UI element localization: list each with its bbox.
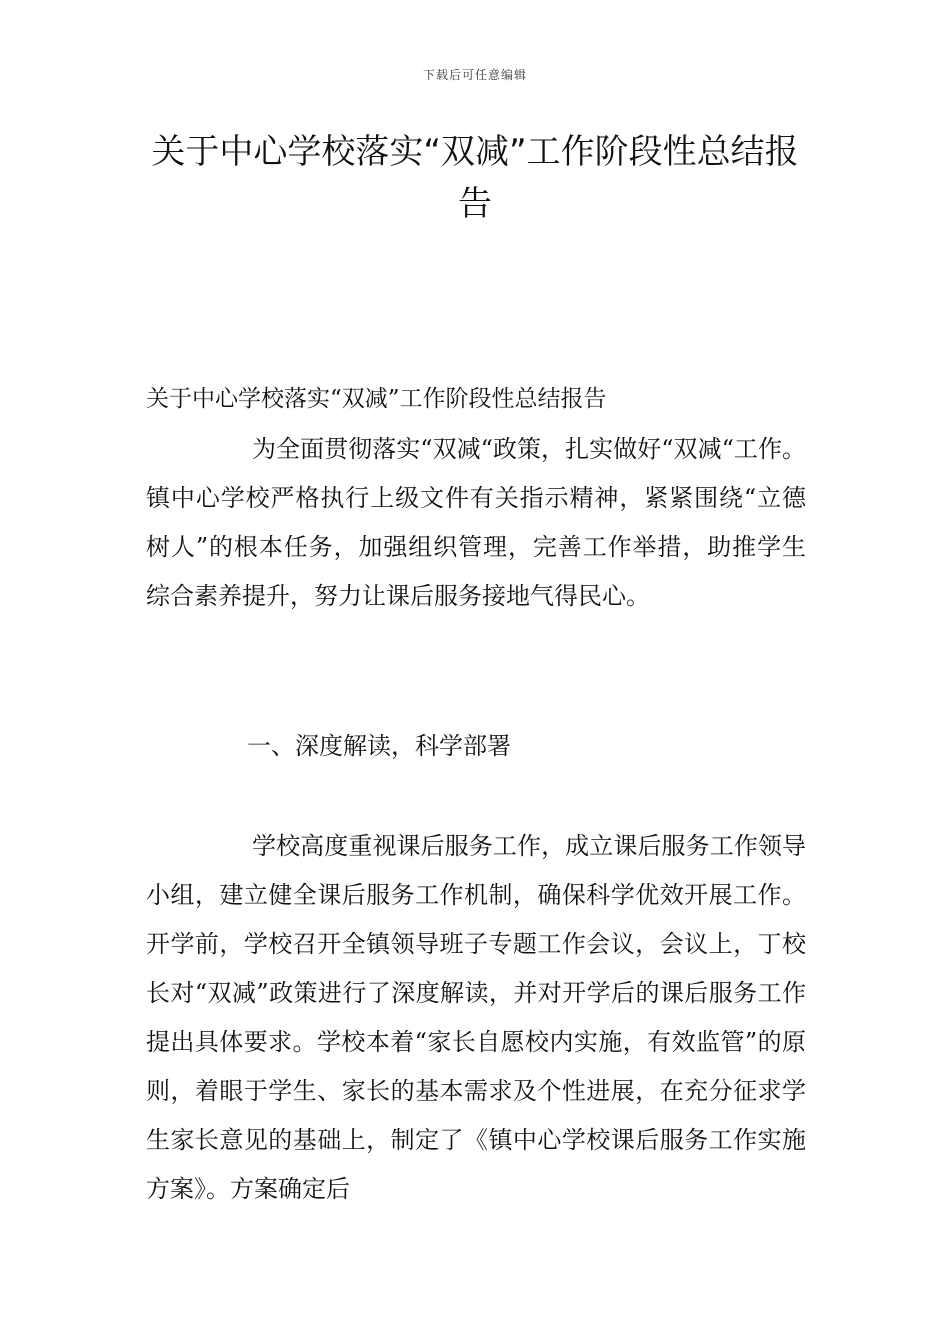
section-heading: 一、深度解读，科学部署 [247, 732, 511, 760]
section-paragraph: 学校高度重视课后服务工作，成立课后服务工作领导小组，建立健全课后服务工作机制，确保科学优效开展工作。开学前，学校召开全镇领导班子专题工作会议，会议上，丁校长对“双减”政策进行了深度解读，并对开学后的课后服务工作提出具体要求。学校本着“家长自愿校内实施，有效监管”的原则，着眼于学生、家长的基本需求及个性进展，在充分征求学生家长意见的基础上，制定了《镇中心学校课后服务工作实施方案》。方案确定后 [146, 832, 806, 1203]
document-subtitle: 关于中心学校落实“双减”工作阶段性总结报告 [146, 386, 607, 412]
header-note: 下载后可任意编辑 [422, 68, 527, 82]
document-title: 关于中心学校落实“双减”工作阶段性总结报告 [151, 132, 799, 224]
intro-paragraph: 为全面贯彻落实“双减“政策，扎实做好“双减“工作。镇中心学校严格执行上级文件有关指示精神，紧紧围绕“立德树人”的根本任务，加强组织管理，完善工作举措，助推学生综合素养提升，努力让课后服务接地气得民心。 [146, 435, 806, 610]
